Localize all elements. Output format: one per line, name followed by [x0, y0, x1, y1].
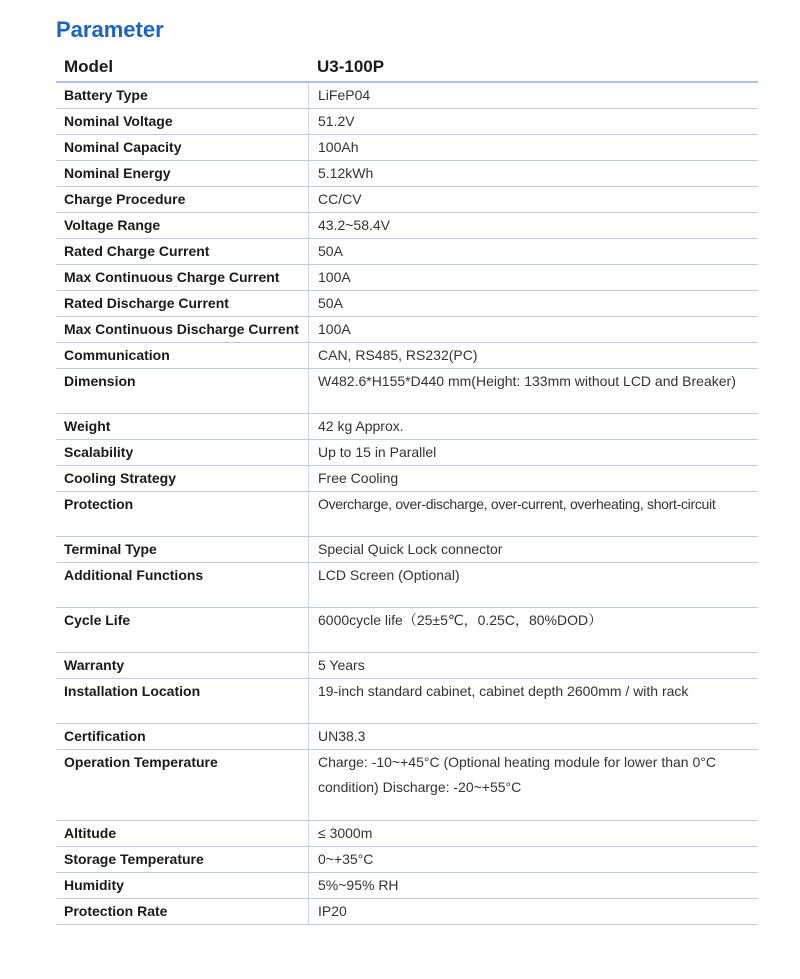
row-value: Up to 15 in Parallel: [308, 440, 758, 465]
table-row: [56, 608, 758, 653]
row-value: Charge: -10~+45°C (Optional heating module for lower than 0°C condition) Discharge: -20~+55°C: [308, 750, 758, 820]
table-row: [56, 492, 758, 537]
table-row: [56, 291, 758, 317]
table-row: [56, 899, 758, 925]
row-value: 100A: [308, 265, 758, 290]
table-row: [56, 653, 758, 679]
table-row: [56, 821, 758, 847]
row-label: Nominal Energy: [64, 165, 171, 181]
row-value: 50A: [308, 291, 758, 316]
table-header: [56, 53, 758, 83]
row-label: Terminal Type: [64, 541, 157, 557]
table-row: [56, 563, 758, 608]
row-label: Max Continuous Discharge Current: [64, 321, 299, 337]
row-label: Nominal Voltage: [64, 113, 173, 129]
row-value: CC/CV: [308, 187, 758, 212]
row-value: 50A: [308, 239, 758, 264]
row-value: 19-inch standard cabinet, cabinet depth 2600mm / with rack: [308, 679, 758, 723]
table-row: [56, 724, 758, 750]
row-label: Max Continuous Charge Current: [64, 269, 280, 285]
page-title: Parameter: [56, 17, 164, 42]
row-label: Certification: [64, 728, 146, 744]
row-value: CAN, RS485, RS232(PC): [308, 343, 758, 368]
table-row: [56, 750, 758, 821]
row-value: Overcharge, over-discharge, over-current, overheating, short-circuit: [308, 492, 758, 536]
row-value: UN38.3: [308, 724, 758, 749]
row-value: 43.2~58.4V: [308, 213, 758, 238]
header-value: U3-100P: [317, 57, 385, 76]
table-row: [56, 343, 758, 369]
row-label: Warranty: [64, 657, 125, 673]
row-value: 5%~95% RH: [308, 873, 758, 898]
table-row: [56, 679, 758, 724]
row-label: Dimension: [64, 373, 136, 389]
table-row: [56, 83, 758, 109]
parameter-table: [56, 53, 758, 925]
table-row: [56, 239, 758, 265]
row-value: 5.12kWh: [308, 161, 758, 186]
table-row: [56, 414, 758, 440]
row-label: Protection Rate: [64, 903, 168, 919]
row-value: IP20: [308, 899, 758, 924]
row-label: Charge Procedure: [64, 191, 186, 207]
row-label: Communication: [64, 347, 170, 363]
row-value: 42 kg Approx.: [308, 414, 758, 439]
row-label: Installation Location: [64, 683, 201, 699]
row-label: Protection: [64, 496, 134, 512]
row-value: W482.6*H155*D440 mm(Height: 133mm without LCD and Breaker): [308, 369, 758, 413]
table-row: [56, 847, 758, 873]
row-label: Weight: [64, 418, 111, 434]
row-value: 0~+35°C: [308, 847, 758, 872]
table-row: [56, 265, 758, 291]
row-label: Altitude: [64, 825, 117, 841]
table-row: [56, 109, 758, 135]
row-value: LiFeP04: [308, 83, 758, 108]
row-value: 6000cycle life（25±5℃，0.25C，80%DOD）: [308, 608, 758, 652]
row-label: Storage Temperature: [64, 851, 204, 867]
table-row: [56, 873, 758, 899]
row-label: Rated Charge Current: [64, 243, 210, 259]
row-value: 51.2V: [308, 109, 758, 134]
header-label: Model: [64, 57, 114, 76]
table-row: [56, 161, 758, 187]
table-row: [56, 440, 758, 466]
row-value: 100A: [308, 317, 758, 342]
row-label: Nominal Capacity: [64, 139, 182, 155]
table-row: [56, 369, 758, 414]
row-label: Voltage Range: [64, 217, 161, 233]
table-row: [56, 537, 758, 563]
row-label: Rated Discharge Current: [64, 295, 229, 311]
row-label: Cooling Strategy: [64, 470, 177, 486]
row-value: Special Quick Lock connector: [308, 537, 758, 562]
table-row: [56, 135, 758, 161]
table-row: [56, 187, 758, 213]
row-value: 100Ah: [308, 135, 758, 160]
table-row: [56, 317, 758, 343]
row-value: 5 Years: [308, 653, 758, 678]
row-label: Humidity: [64, 877, 124, 893]
row-value: LCD Screen (Optional): [308, 563, 758, 607]
row-label: Battery Type: [64, 87, 148, 103]
row-label: Cycle Life: [64, 612, 131, 628]
table-row: [56, 466, 758, 492]
row-value: Free Cooling: [308, 466, 758, 491]
row-value: ≤ 3000m: [308, 821, 758, 846]
row-label: Operation Temperature: [64, 754, 218, 770]
table-row: [56, 213, 758, 239]
row-label: Additional Functions: [64, 567, 204, 583]
row-label: Scalability: [64, 444, 134, 460]
